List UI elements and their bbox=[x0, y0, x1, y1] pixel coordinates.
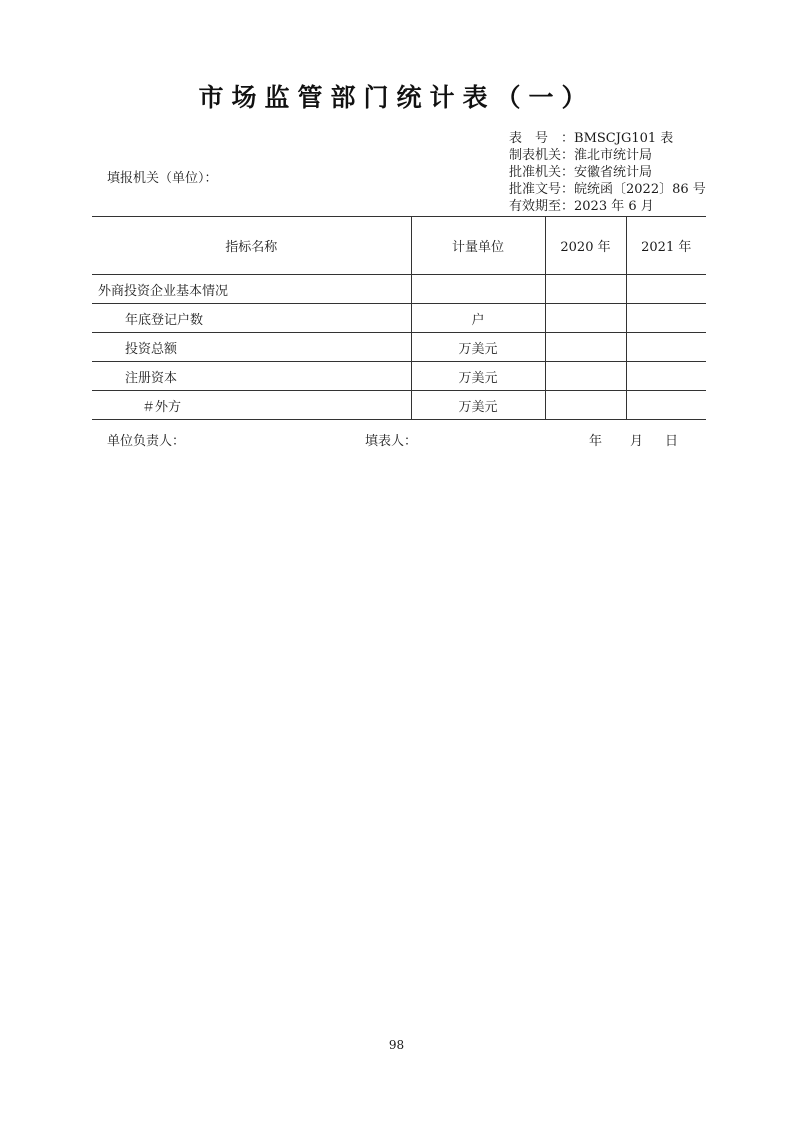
row-name: 外商投资企业基本情况 bbox=[92, 275, 411, 304]
row-value-2020[interactable] bbox=[545, 304, 626, 333]
form-number-value: BMSCJG101 表 bbox=[574, 131, 674, 146]
statistics-table bbox=[92, 216, 706, 420]
row-unit[interactable] bbox=[411, 275, 545, 304]
issuer-label: 制表机关： bbox=[509, 148, 575, 163]
table-row bbox=[92, 304, 706, 333]
row-unit: 万美元 bbox=[411, 362, 545, 391]
form-metadata bbox=[509, 130, 706, 215]
reporting-unit-label: 填报机关（单位）： bbox=[107, 171, 218, 186]
page-title: 市场监管部门统计表（一） bbox=[198, 83, 595, 112]
row-value-2021[interactable] bbox=[626, 275, 706, 304]
approver-value: 安徽省统计局 bbox=[574, 165, 653, 180]
issuer-value: 淮北市统计局 bbox=[574, 148, 653, 163]
header-year-2021: 2021 年 bbox=[626, 217, 706, 275]
issuer-row bbox=[509, 147, 706, 164]
table-row bbox=[92, 333, 706, 362]
row-name: 注册资本 bbox=[92, 362, 411, 391]
row-value-2021[interactable] bbox=[626, 333, 706, 362]
header-unit: 计量单位 bbox=[411, 217, 545, 275]
row-value-2020[interactable] bbox=[545, 333, 626, 362]
row-unit: 户 bbox=[411, 304, 545, 333]
valid-until-label: 有效期至： bbox=[509, 199, 575, 214]
header-year-2020: 2020 年 bbox=[545, 217, 626, 275]
page-number: 98 bbox=[388, 1038, 405, 1052]
row-value-2021[interactable] bbox=[626, 304, 706, 333]
table-row bbox=[92, 362, 706, 391]
date-month-label: 月 bbox=[630, 434, 644, 449]
row-unit: 万美元 bbox=[411, 391, 545, 420]
form-number-row: 表号：BMSCJG101 表 bbox=[509, 131, 674, 146]
date-year-label: 年 bbox=[589, 434, 603, 449]
row-value-2020[interactable] bbox=[545, 362, 626, 391]
approver-label: 批准机关： bbox=[509, 165, 575, 180]
form-number-label: 表号 bbox=[509, 131, 562, 146]
approver-row bbox=[509, 164, 706, 181]
approval-doc-label: 批准文号： bbox=[509, 182, 575, 197]
row-value-2021[interactable] bbox=[626, 362, 706, 391]
valid-until-row bbox=[509, 198, 706, 215]
table-row bbox=[92, 275, 706, 304]
header-indicator-name: 指标名称 bbox=[92, 217, 411, 275]
row-value-2020[interactable] bbox=[545, 275, 626, 304]
row-value-2020[interactable] bbox=[545, 391, 626, 420]
row-name: ＃外方 bbox=[92, 391, 411, 420]
approval-doc-row bbox=[509, 181, 706, 198]
date-day-label: 日 bbox=[665, 434, 679, 449]
row-unit: 万美元 bbox=[411, 333, 545, 362]
row-name: 年底登记户数 bbox=[92, 304, 411, 333]
table-header-row bbox=[92, 217, 706, 275]
valid-until-value: 2023 年 6 月 bbox=[574, 199, 654, 214]
unit-head-label: 单位负责人： bbox=[107, 434, 186, 449]
table-row bbox=[92, 391, 706, 420]
row-name: 投资总额 bbox=[92, 333, 411, 362]
approval-doc-value: 皖统函〔2022〕86 号 bbox=[574, 182, 706, 197]
preparer-label: 填表人： bbox=[365, 434, 418, 449]
row-value-2021[interactable] bbox=[626, 391, 706, 420]
